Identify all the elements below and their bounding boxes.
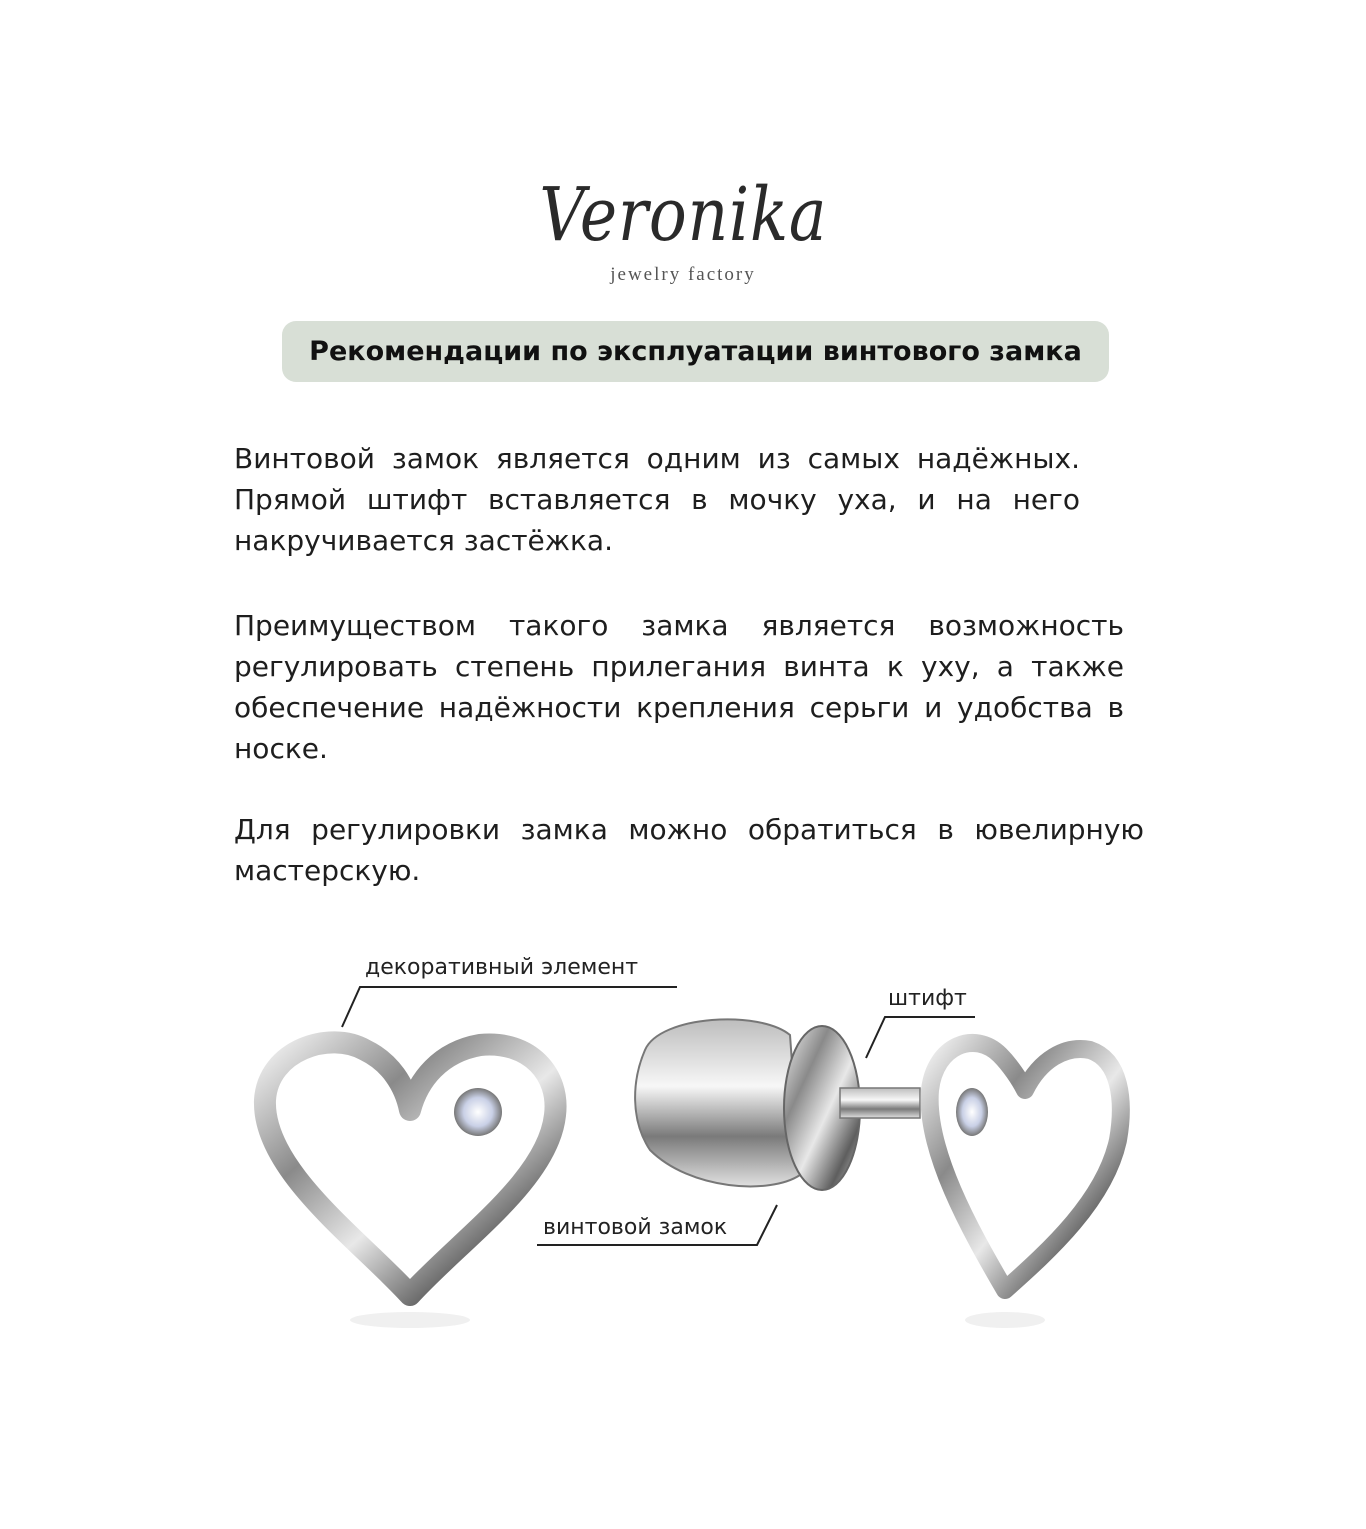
paragraph-advantages: Преимуществом такого замка является возможность регулировать степень прилегания винта к уху, а также обеспечение надёжности крепления серьги и удобства в носке. (234, 609, 1124, 765)
paragraph-intro: Винтовой замок является одним из самых надёжных. Прямой штифт вставляется в мочку уха, и на него накручивается застёжка. (234, 442, 1080, 557)
label-pin: штифт (888, 986, 967, 1011)
gem-icon (454, 1088, 502, 1136)
label-screw-lock: винтовой замок (543, 1215, 728, 1240)
heart-earring-side (930, 1043, 1121, 1290)
heart-earring-front (265, 1042, 556, 1295)
screw-back (635, 1019, 920, 1190)
gem-icon (956, 1088, 988, 1136)
paragraph-adjustment: Для регулировки замка можно обратиться в ювелирную мастерскую. (234, 813, 1144, 887)
logo-name: Veronika (539, 172, 827, 258)
page-title: Рекомендации по эксплуатации винтового замка (282, 321, 1109, 382)
logo-tagline: jewelry factory (610, 264, 756, 285)
callout-line-decorative (342, 987, 677, 1027)
pin (840, 1088, 920, 1118)
label-decorative-element: декоративный элемент (365, 955, 639, 980)
